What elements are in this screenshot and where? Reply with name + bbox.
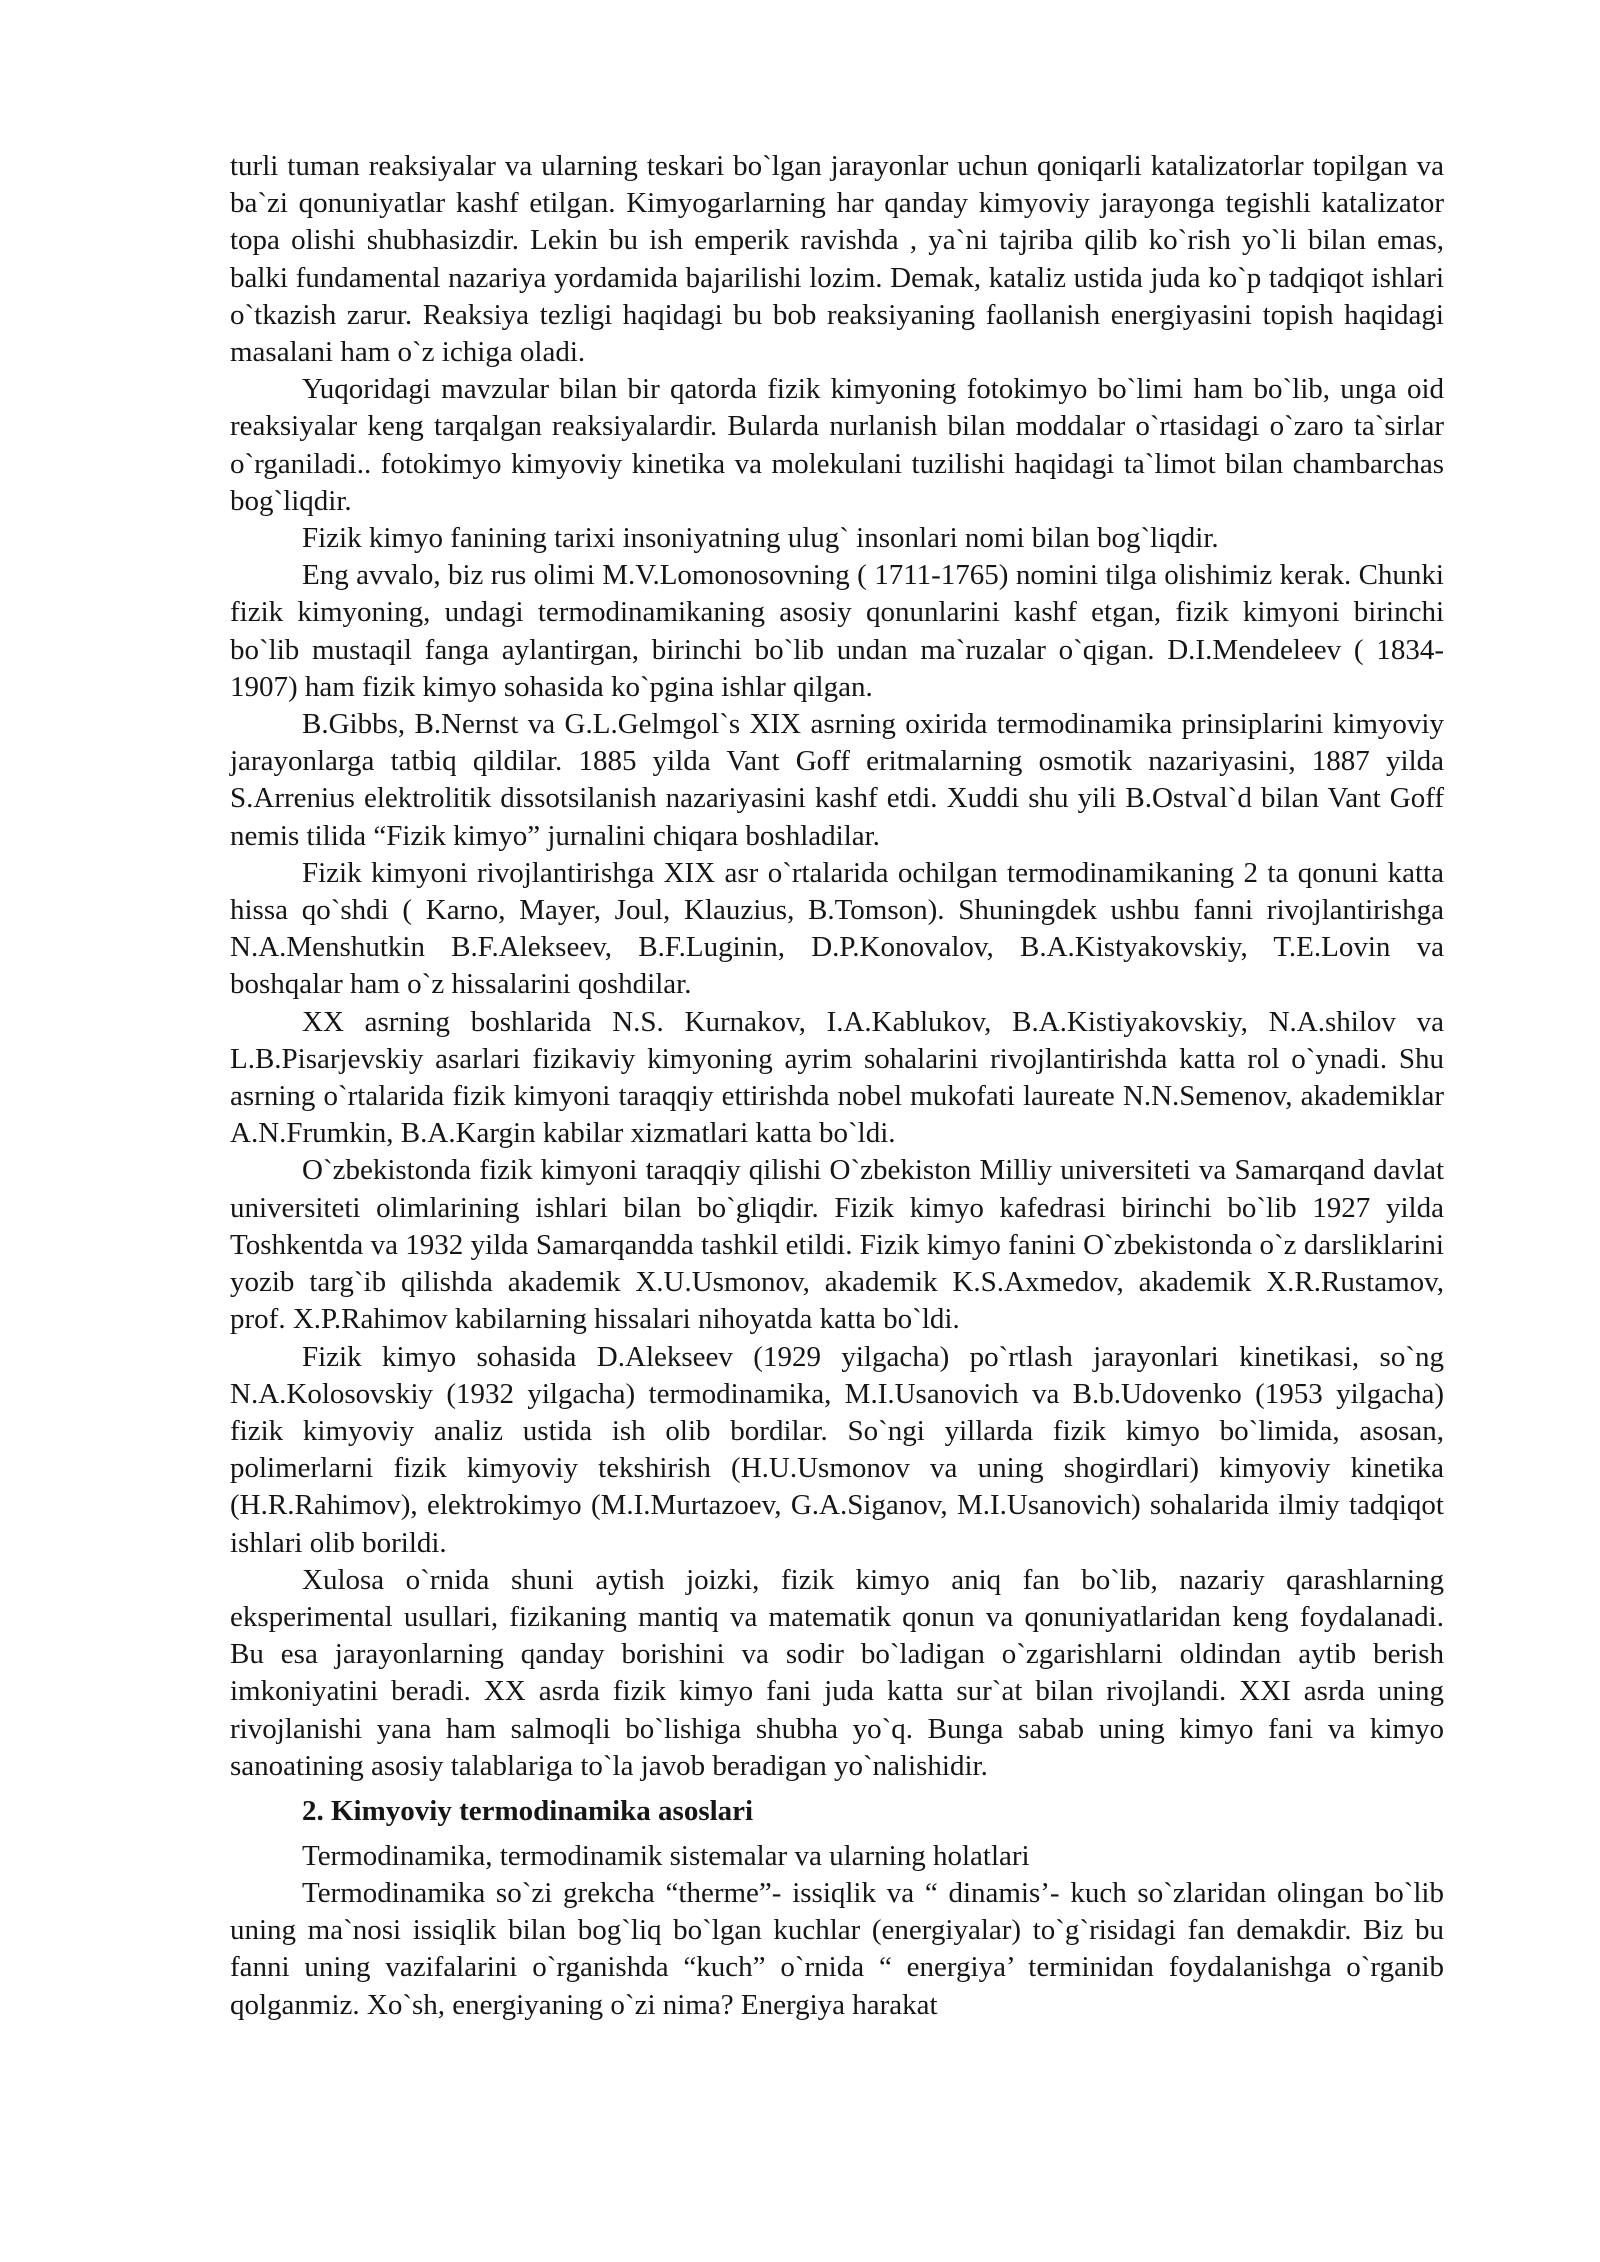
document-page	[230, 148, 1444, 2024]
section-heading: 2. Kimyoviy termodinamika asoslari	[302, 1794, 754, 1827]
paragraph-thermodynamics-definition: Termodinamika so`zi grekcha “therme”- issiqlik va “ dinamis’- kuch so`zlaridan olingan bo`lib uning ma`nosi issiqlik bilan bog`liq bo`lgan kuchlar (energiyalar) to`g`risidagi fan demakdir. Biz bu fanni uning vazifalarini o`rganishda “kuch” o`rnida “ energiya’ terminidan foydalanishga o`rganib qolganmiz. Xo`sh, energiyaning o`zi nima? Energiya harakat	[230, 1876, 1444, 2021]
paragraph-catalysis: turli tuman reaksiyalar va ularning teskari bo`lgan jarayonlar uchun qoniqarli katalizatorlar topilgan va ba`zi qonuniyatlar kashf etilgan. Kimyogarlarning har qanday kimyoviy jarayonga tegishli katalizator topa olishi shubhasizdir. Lekin bu ish emperik ravishda , ya`ni tajriba qilib ko`rish yo`li bilan emas, balki fundamental nazariya yordamida bajarilishi lozim. Demak, kataliz ustida juda ko`p tadqiqot ishlari o`tkazish zarur. Reaksiya tezligi haqidagi bu bob reaksiyaning faollanish energiyasini topish haqidagi masalani ham o`z ichiga oladi.	[230, 150, 1444, 369]
paragraph-uzbekistan: O`zbekistonda fizik kimyoni taraqqiy qilishi O`zbekiston Milliy universiteti va Samarqand davlat universiteti olimlarining ishlari bilan bo`gliqdir. Fizik kimyo kafedrasi birinchi bo`lib 1927 yilda Toshkentda va 1932 yilda Samarqandda tashkil etildi. Fizik kimyo fanini O`zbekistonda o`z darsliklarini yozib targ`ib qilishda akademik X.U.Usmonov, akademik K.S.Axmedov, akademik X.R.Rustamov, prof. X.P.Rahimov kabilarning hissalari nihoyatda katta bo`ldi.	[230, 1154, 1444, 1336]
paragraph-photochemistry: Yuqoridagi mavzular bilan bir qatorda fizik kimyoning fotokimyo bo`limi ham bo`lib, unga oid reaksiyalar keng tarqalgan reaksiyalardir. Bularda nurlanish bilan moddalar o`rtasidagi o`zaro ta`sirlar o`rganiladi.. fotokimyo kimyoviy kinetika va molekulani tuzilishi haqidagi ta`limot bilan chambarchas bog`liqdir.	[230, 373, 1444, 517]
paragraph-thermodynamics-laws: Fizik kimyoni rivojlantirishga XIX asr o`rtalarida ochilgan termodinamikaning 2 ta qonuni katta hissa qo`shdi ( Karno, Mayer, Joul, Klauzius, B.Tomson). Shuningdek ushbu fanni rivojlantirishga N.A.Menshutkin B.F.Alekseev, B.F.Luginin, D.P.Konovalov, B.A.Kistyakovskiy, T.E.Lovin va boshqalar ham o`z hissalarini qoshdilar.	[230, 856, 1444, 1001]
paragraph-lomonosov: Eng avvalo, biz rus olimi M.V.Lomonosovning ( 1711-1765) nomini tilga olishimiz kerak. Chunki fizik kimyoning, undagi termodinamikaning asosiy qonunlarini kashf etgan, fizik kimyoni birinchi bo`lib mustaqil fanga aylantirgan, birinchi bo`lib undan ma`ruzalar o`qigan. D.I.Mendeleev ( 1834-1907) ham fizik kimyo sohasida ko`pgina ishlar qilgan.	[230, 559, 1444, 703]
paragraph-xx-century: XX asrning boshlarida N.S. Kurnakov, I.A.Kablukov, B.A.Kistiyakovskiy, N.A.shilov va L.B.Pisarjevskiy asarlari fizikaviy kimyoning ayrim sohalarini rivojlantirishda katta rol o`ynadi. Shu asrning o`rtalarida fizik kimyoni taraqqiy ettirishda nobel mukofati laureate N.N.Semenov, akademiklar A.N.Frumkin, B.A.Kargin kabilar xizmatlari katta bo`ldi.	[230, 1005, 1444, 1150]
paragraph-gibbs-nernst: B.Gibbs, B.Nernst va G.L.Gelmgol`s XIX asrning oxirida termodinamika prinsiplarini kimyoviy jarayonlarga tatbiq qildilar. 1885 yilda Vant Goff eritmalarning osmotik nazariyasini, 1887 yilda S.Arrenius elektrolitik dissotsilanish nazariyasini kashf etdi. Xuddi shu yili B.Ostval`d bilan Vant Goff nemis tilida “Fizik kimyo” jurnalini chiqara boshladilar.	[230, 708, 1444, 852]
section-subheading: Termodinamika, termodinamik sistemalar va ularning holatlari	[302, 1839, 1030, 1872]
paragraph-conclusion: Xulosa o`rnida shuni aytish joizki, fizik kimyo aniq fan bo`lib, nazariy qarashlarning eksperimental usullari, fizikaning mantiq va matematik qonun va qonuniyatlaridan keng foydalanadi. Bu esa jarayonlarning qanday borishini va sodir bo`ladigan o`zgarishlarni oldindan aytib berish imkoniyatini beradi. XX asrda fizik kimyo fani juda katta sur`at bilan rivojlandi. XXI asrda uning rivojlanishi yana ham salmoqli bo`lishiga shubha yo`q. Bunga sabab uning kimyo fani va kimyo sanoatining asosiy talablariga to`la javob beradigan yo`nalishidir.	[230, 1563, 1444, 1782]
paragraph-research-areas: Fizik kimyo sohasida D.Alekseev (1929 yilgacha) po`rtlash jarayonlari kinetikasi, so`ng N.A.Kolosovskiy (1932 yilgacha) termodinamika, M.I.Usanovich va B.b.Udovenko (1953 yilgacha) fizik kimyoviy analiz ustida ish olib bordilar. So`ngi yillarda fizik kimyo bo`limida, asosan, polimerlarni fizik kimyoviy tekshirish (H.U.Usmonov va uning shogirdlari) kimyoviy kinetika (H.R.Rahimov), elektrokimyo (M.I.Murtazoev, G.A.Siganov, M.I.Usanovich) sohalarida ilmiy tadqiqot ishlari olib borildi.	[230, 1340, 1444, 1559]
paragraph-history-intro: Fizik kimyo fanining tarixi insoniyatning ulug` insonlari nomi bilan bog`liqdir.	[302, 522, 1219, 555]
